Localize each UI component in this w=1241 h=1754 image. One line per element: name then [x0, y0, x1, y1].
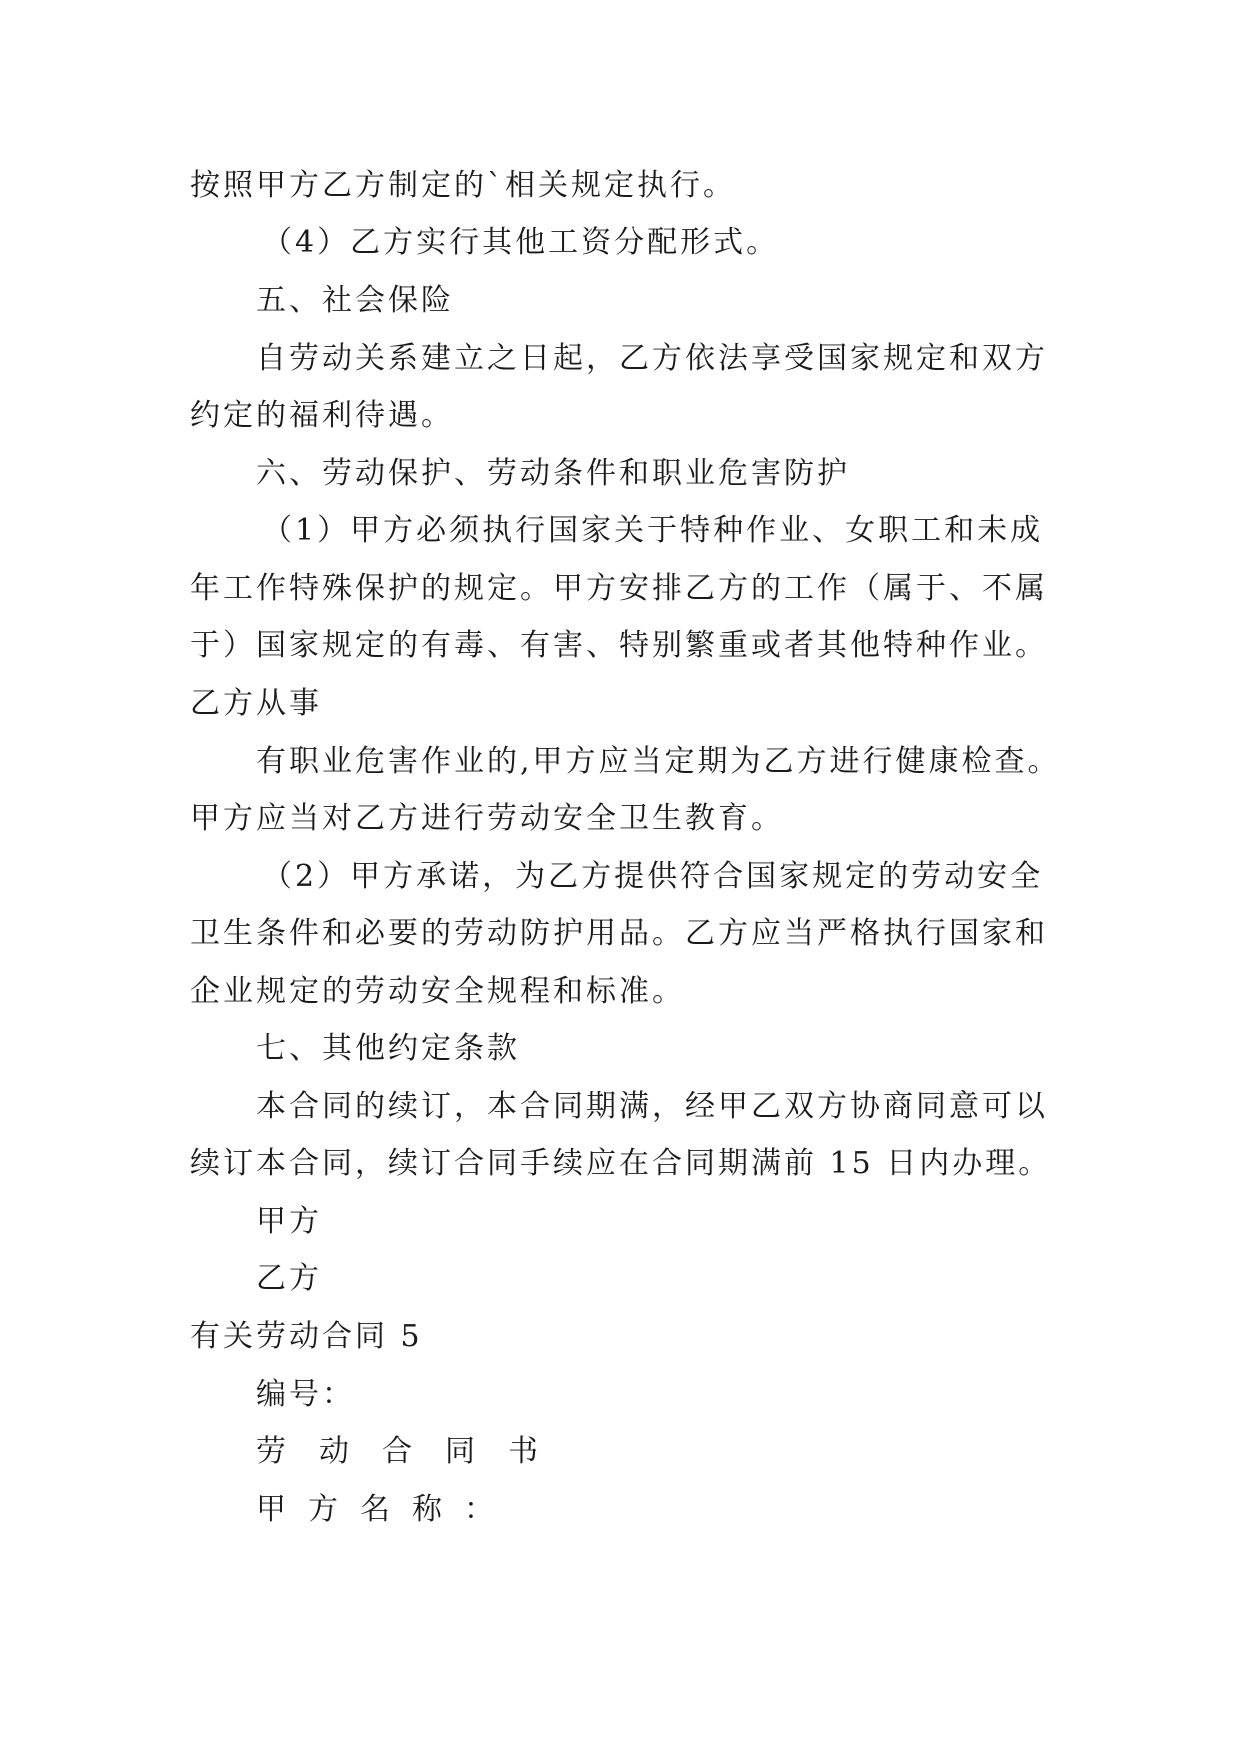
text-line: 年工作特殊保护的规定。甲方安排乙方的工作（属于、不属 [190, 571, 1048, 606]
text-line: 乙方从事 [190, 686, 322, 721]
party-b-label: 乙方 [256, 1261, 322, 1296]
contract-title: 劳动合同书 [256, 1434, 571, 1469]
section-heading: 五、社会保险 [256, 283, 454, 318]
party-a-name-label: 甲方名称： [256, 1492, 516, 1527]
text-line: （4）乙方实行其他工资分配形式。 [262, 225, 780, 260]
text-line: 约定的福利待遇。 [190, 398, 454, 433]
party-a-label: 甲方 [256, 1204, 322, 1239]
text-line: 卫生条件和必要的劳动防护用品。乙方应当严格执行国家和 [190, 916, 1048, 951]
text-line: 有职业危害作业的,甲方应当定期为乙方进行健康检查。 [256, 744, 1061, 779]
text-line: 本合同的续订，本合同期满，经甲乙双方协商同意可以 [256, 1089, 1048, 1124]
text-line: 于）国家规定的有毒、有害、特别繁重或者其他特种作业。 [190, 628, 1048, 663]
section-heading: 六、劳动保护、劳动条件和职业危害防护 [256, 456, 850, 491]
text-line: （1）甲方必须执行国家关于特种作业、女职工和未成 [262, 513, 1044, 548]
text-line: （2）甲方承诺，为乙方提供符合国家规定的劳动安全 [262, 859, 1044, 894]
section-heading: 七、其他约定条款 [256, 1031, 520, 1066]
text-line: 甲方应当对乙方进行劳动安全卫生教育。 [190, 801, 784, 836]
text-line: 企业规定的劳动安全规程和标准。 [190, 974, 685, 1009]
text-line: 自劳动关系建立之日起，乙方依法享受国家规定和双方 [256, 341, 1048, 376]
document-title: 有关劳动合同 5 [190, 1319, 423, 1354]
text-line: 续订本合同，续订合同手续应在合同期满前 15 日内办理。 [190, 1146, 1052, 1181]
contract-number-label: 编号： [256, 1377, 355, 1412]
text-line: 按照甲方乙方制定的`相关规定执行。 [190, 168, 736, 203]
